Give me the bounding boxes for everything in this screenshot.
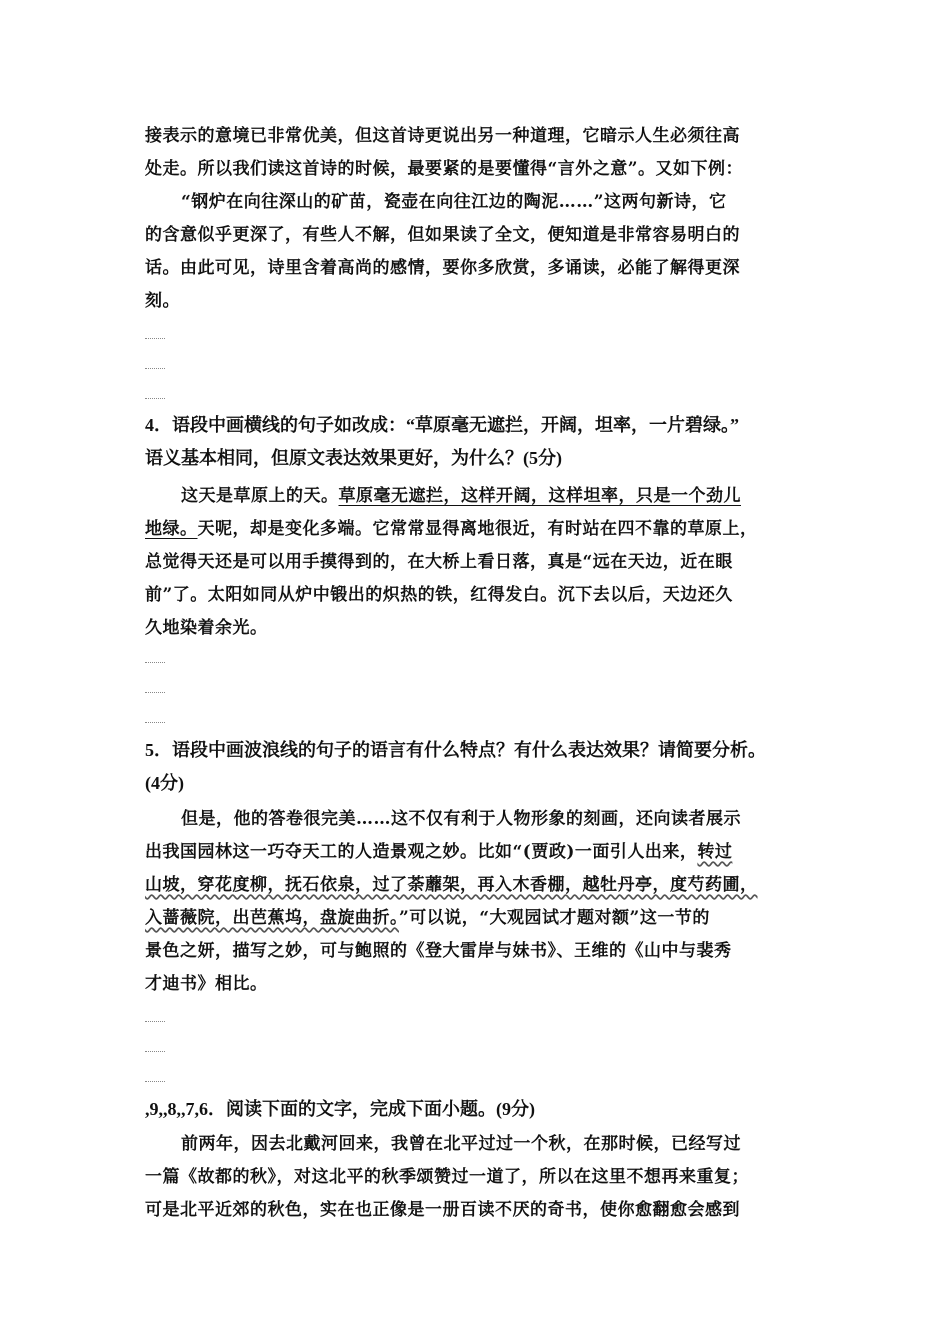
answer-line <box>145 368 165 371</box>
passage-autumn <box>145 1128 810 1227</box>
text-line: 刻。 <box>145 291 180 311</box>
text-line: 但是，他的答卷很完美……这不仅有利于人物形象的刻画，还向读者展示 <box>181 809 741 829</box>
wavy-sentence-start: 转过 <box>697 842 733 862</box>
answer-line <box>145 722 165 725</box>
text-line <box>145 513 810 546</box>
text-line: 景色之妍，描写之妙，可与鲍照的《登大雷岸与妹书》、王维的《山中与裴秀 <box>145 941 732 961</box>
answer-line <box>145 338 165 341</box>
text-line: 可是北平近郊的秋色，实在也正像是一册百读不厌的奇书，使你愈翻愈会感到 <box>145 1200 740 1220</box>
question-4-prompt-cont: 语义基本相同，但原文表达效果更好，为什么？(5分) <box>145 448 562 468</box>
underlined-sentence-end: 地绿。 <box>145 519 198 539</box>
question-4 <box>145 409 810 475</box>
text-line: 一篇《故都的秋》，对这北平的秋季颂赞过一道了，所以在这里不想再来重复； <box>145 1167 749 1187</box>
answer-line <box>145 662 165 665</box>
text-line: 的含意似乎更深了，有些人不解，但如果读了全文，便知道是非常容易明白的 <box>145 225 740 245</box>
answer-line <box>145 398 165 401</box>
wavy-sentence: 山坡，穿花度柳，抚石依泉，过了荼蘼架，再入木香棚，越牡丹亭，度芍药圃， <box>145 875 758 895</box>
text-line: 前”了。太阳如同从炉中锻出的炽热的铁，红得发白。沉下去以后，天边还久 <box>145 585 733 605</box>
text-span: ”可以说，“大观园试才题对额”这一节的 <box>399 908 710 928</box>
passage-grassland <box>145 480 810 645</box>
passage-poetry <box>145 120 810 318</box>
text-line: 前两年，因去北戴河回来，我曾在北平过过一个秋，在那时候，已经写过 <box>181 1134 741 1154</box>
text-line: 总觉得天还是可以用手摸得到的，在大桥上看日落，真是“远在天边，近在眼 <box>145 552 733 572</box>
text-span: 这天是草原上的天。 <box>181 486 339 506</box>
text-line: 接表示的意境已非常优美，但这首诗更说出另一种道理，它暗示人生必须往高 <box>145 126 740 146</box>
question-5-prompt: 5．语段中画波浪线的句子的语言有什么特点？有什么表达效果？请简要分析。 <box>145 740 766 760</box>
question-5-score: (4分) <box>145 773 184 793</box>
text-line <box>145 480 810 513</box>
question-4-prompt: 4．语段中画横线的句子如改成：“草原毫无遮拦，开阔，坦率，一片碧绿。” <box>145 415 739 435</box>
answer-line <box>145 1021 165 1024</box>
question-5 <box>145 734 810 800</box>
text-line <box>145 836 810 869</box>
underlined-sentence: 草原毫无遮拦，这样开阔，这样坦率，只是一个劲儿 <box>338 486 741 506</box>
text-line <box>145 902 810 935</box>
text-line: 久地染着余光。 <box>145 618 268 638</box>
text-line: 处走。所以我们读这首诗的时候，最要紧的是要懂得“言外之意”。又如下例： <box>145 159 744 179</box>
answer-line <box>145 692 165 695</box>
passage-garden <box>145 803 810 1001</box>
answer-line <box>145 1081 165 1084</box>
text-span: 天呢，却是变化多端。它常常显得离地很近，有时站在四不靠的草原上， <box>197 519 758 539</box>
answer-line <box>145 1051 165 1054</box>
text-line: 话。由此可见，诗里含着高尚的感情，要你多欣赏，多诵读，必能了解得更深 <box>145 258 740 278</box>
wavy-sentence-end: 入蔷薇院，出芭蕉坞，盘旋曲折。 <box>145 908 399 928</box>
text-line <box>145 869 810 902</box>
question-6-prompt: ,9,,8,,7,6．阅读下面的文字，完成下面小题。(9分) <box>145 1099 535 1119</box>
text-line: “钢炉在向往深山的矿苗，瓷壶在向往江边的陶泥……”这两句新诗，它 <box>181 192 727 212</box>
text-span: 出我国园林这一巧夺天工的人造景观之妙。比如“(贾政)一面引人出来， <box>145 842 698 862</box>
question-6 <box>145 1093 810 1126</box>
text-line: 才迪书》相比。 <box>145 974 268 994</box>
